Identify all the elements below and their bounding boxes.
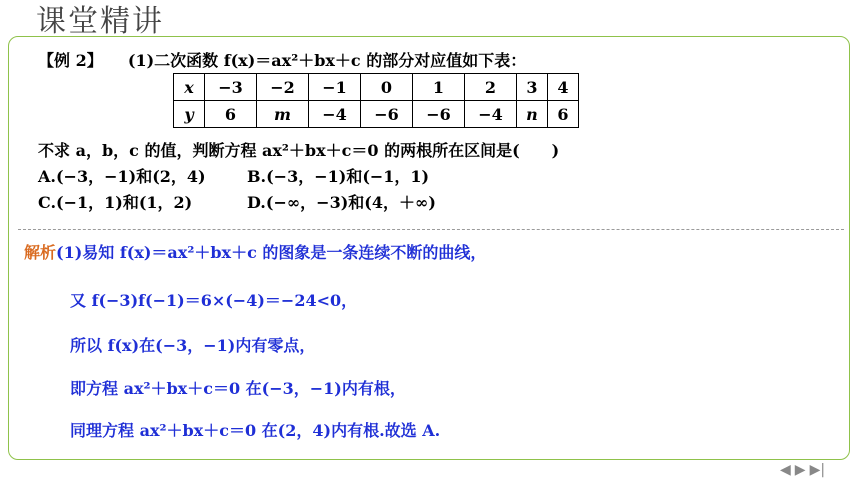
problem-intro-text: (1)二次函数 f(x)＝ax²＋bx＋c 的部分对应值如下表： [127, 51, 527, 70]
solution-line-2: 又 f(−3)f(−1)＝6×(−4)＝−24<0， [70, 291, 358, 310]
option-c[interactable]: C.(−1，1)和(1，2) [38, 193, 193, 212]
option-b[interactable]: B.(−3，−1)和(−1，1) [247, 167, 430, 186]
solution-line-5: 同理方程 ax²＋bx＋c＝0 在(2，4)内有根.故选 A. [70, 421, 441, 440]
table-cell: m [257, 101, 309, 128]
table-cell: 0 [361, 74, 413, 101]
table-cell: −6 [413, 101, 465, 128]
solution-line-3: 所以 f(x)在(−3，−1)内有零点， [70, 336, 316, 355]
prev-slide-icon[interactable]: ◀ [780, 462, 791, 478]
table-cell: −6 [361, 101, 413, 128]
table-cell: −3 [205, 74, 257, 101]
table-row [174, 101, 579, 128]
solution-line-1 [24, 240, 486, 263]
solution-line-4: 即方程 ax²＋bx＋c＝0 在(−3，−1)内有根， [70, 379, 406, 398]
page-title: 课堂精讲 [36, 4, 164, 39]
problem-intro [38, 48, 526, 71]
question-text: 不求 a，b，c 的值，判断方程 ax²＋bx＋c＝0 的两根所在区间是( ) [38, 141, 560, 160]
solution-text-1: (1)易知 f(x)＝ax²＋bx＋c 的图象是一条连续不断的曲线， [56, 243, 487, 262]
table-cell: 1 [413, 74, 465, 101]
table-cell: −4 [465, 101, 517, 128]
y-header: y [174, 101, 205, 128]
table-cell: 3 [517, 74, 548, 101]
slide-navigation [780, 462, 825, 478]
table-cell: 6 [548, 101, 579, 128]
table-cell: 6 [205, 101, 257, 128]
option-d[interactable]: D.(−∞，−3)和(4，＋∞) [247, 193, 436, 212]
table-cell: 2 [465, 74, 517, 101]
next-slide-icon[interactable]: ▶ [794, 462, 806, 478]
x-header: x [174, 74, 205, 101]
table-row [174, 74, 579, 101]
last-slide-icon[interactable]: ▶| [809, 462, 826, 478]
table-cell: n [517, 101, 548, 128]
table-cell: 4 [548, 74, 579, 101]
example-label: 【例 2】 [38, 51, 103, 70]
table-cell: −2 [257, 74, 309, 101]
value-table [173, 73, 579, 128]
table-cell: −1 [309, 74, 361, 101]
table-cell: −4 [309, 101, 361, 128]
solution-label: 解析 [24, 243, 57, 262]
section-divider [18, 229, 844, 230]
option-a[interactable]: A.(−3，−1)和(2，4) [38, 167, 206, 186]
